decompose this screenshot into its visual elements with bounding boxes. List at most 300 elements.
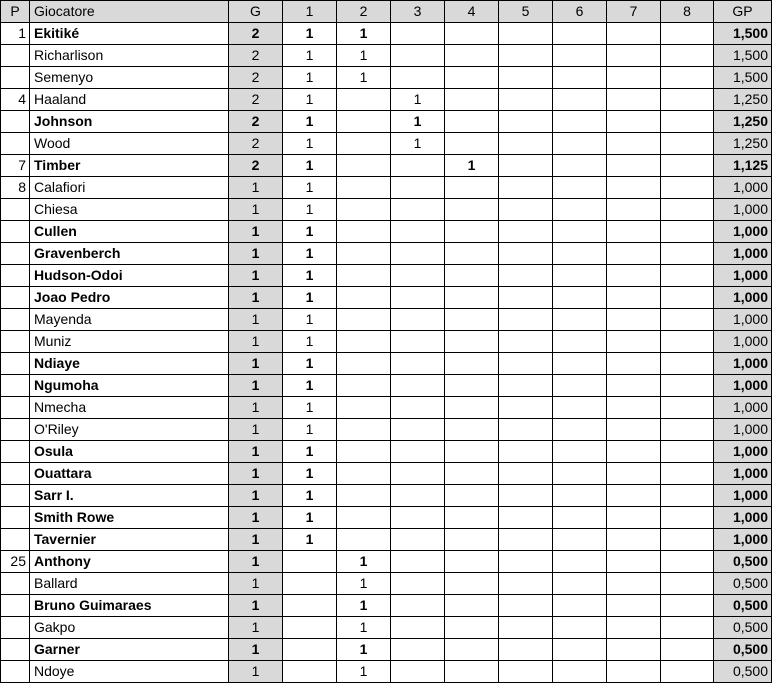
position-cell — [1, 353, 30, 375]
player-name-cell: Semenyo — [30, 67, 229, 89]
gp-cell: 1,500 — [714, 23, 772, 45]
round-cell-2 — [337, 463, 391, 485]
round-cell-5 — [499, 661, 553, 683]
round-cell-7 — [607, 463, 661, 485]
round-cell-1: 1 — [283, 419, 337, 441]
round-cell-4 — [445, 243, 499, 265]
gp-cell: 1,000 — [714, 397, 772, 419]
position-cell — [1, 485, 30, 507]
round-cell-6 — [553, 155, 607, 177]
games-cell: 2 — [229, 67, 283, 89]
round-cell-4 — [445, 441, 499, 463]
position-cell — [1, 397, 30, 419]
round-cell-3 — [391, 397, 445, 419]
round-cell-2 — [337, 375, 391, 397]
round-cell-6 — [553, 419, 607, 441]
games-cell: 1 — [229, 397, 283, 419]
round-cell-7 — [607, 551, 661, 573]
table-row — [1, 155, 772, 177]
games-cell: 1 — [229, 551, 283, 573]
round-cell-4 — [445, 177, 499, 199]
table-row — [1, 639, 772, 661]
gp-cell: 1,125 — [714, 155, 772, 177]
round-cell-3 — [391, 551, 445, 573]
round-cell-7 — [607, 353, 661, 375]
position-cell — [1, 507, 30, 529]
position-cell — [1, 309, 30, 331]
games-cell: 1 — [229, 529, 283, 551]
round-cell-7 — [607, 265, 661, 287]
player-name-cell: Muniz — [30, 331, 229, 353]
round-cell-2 — [337, 441, 391, 463]
round-cell-5 — [499, 155, 553, 177]
round-cell-5 — [499, 331, 553, 353]
round-cell-4 — [445, 23, 499, 45]
round-cell-6 — [553, 67, 607, 89]
round-cell-4 — [445, 221, 499, 243]
round-cell-5 — [499, 551, 553, 573]
round-cell-6 — [553, 529, 607, 551]
round-cell-7 — [607, 287, 661, 309]
round-cell-8 — [661, 199, 714, 221]
round-cell-6 — [553, 617, 607, 639]
round-cell-7 — [607, 221, 661, 243]
round-cell-5 — [499, 89, 553, 111]
round-cell-3 — [391, 199, 445, 221]
player-name-cell: Johnson — [30, 111, 229, 133]
round-cell-8 — [661, 89, 714, 111]
player-name-cell: Calafiori — [30, 177, 229, 199]
games-cell: 1 — [229, 353, 283, 375]
round-cell-8 — [661, 485, 714, 507]
games-cell: 1 — [229, 287, 283, 309]
round-cell-3 — [391, 595, 445, 617]
player-name-cell: Osula — [30, 441, 229, 463]
round-cell-2 — [337, 331, 391, 353]
position-cell — [1, 243, 30, 265]
round-cell-4 — [445, 199, 499, 221]
header-cell-col-4: 4 — [445, 1, 499, 23]
games-cell: 1 — [229, 199, 283, 221]
round-cell-2 — [337, 265, 391, 287]
games-cell: 1 — [229, 595, 283, 617]
round-cell-3 — [391, 221, 445, 243]
position-cell: 8 — [1, 177, 30, 199]
table-row — [1, 551, 772, 573]
table-row — [1, 309, 772, 331]
position-cell — [1, 265, 30, 287]
table-row — [1, 67, 772, 89]
round-cell-3 — [391, 529, 445, 551]
round-cell-5 — [499, 573, 553, 595]
round-cell-2: 1 — [337, 23, 391, 45]
round-cell-4 — [445, 463, 499, 485]
round-cell-7 — [607, 617, 661, 639]
player-name-cell: Gakpo — [30, 617, 229, 639]
header-cell-col-8: 8 — [661, 1, 714, 23]
round-cell-8 — [661, 309, 714, 331]
table-row — [1, 507, 772, 529]
round-cell-1: 1 — [283, 45, 337, 67]
round-cell-1: 1 — [283, 375, 337, 397]
round-cell-7 — [607, 661, 661, 683]
round-cell-7 — [607, 397, 661, 419]
player-name-cell: Garner — [30, 639, 229, 661]
player-name-cell: Ouattara — [30, 463, 229, 485]
round-cell-5 — [499, 529, 553, 551]
gp-cell: 1,000 — [714, 287, 772, 309]
player-name-cell: Nmecha — [30, 397, 229, 419]
games-cell: 2 — [229, 133, 283, 155]
games-cell: 2 — [229, 111, 283, 133]
position-cell: 4 — [1, 89, 30, 111]
round-cell-8 — [661, 397, 714, 419]
header-cell-gp: GP — [714, 1, 772, 23]
player-name-cell: Hudson-Odoi — [30, 265, 229, 287]
table-row — [1, 441, 772, 463]
position-cell — [1, 419, 30, 441]
round-cell-6 — [553, 463, 607, 485]
round-cell-2 — [337, 419, 391, 441]
round-cell-8 — [661, 221, 714, 243]
table-row — [1, 111, 772, 133]
round-cell-2 — [337, 221, 391, 243]
round-cell-4 — [445, 551, 499, 573]
round-cell-4 — [445, 639, 499, 661]
round-cell-3: 1 — [391, 133, 445, 155]
round-cell-1 — [283, 551, 337, 573]
round-cell-2 — [337, 133, 391, 155]
player-name-cell: Ndoye — [30, 661, 229, 683]
games-cell: 1 — [229, 419, 283, 441]
round-cell-4 — [445, 89, 499, 111]
position-cell — [1, 617, 30, 639]
round-cell-8 — [661, 573, 714, 595]
round-cell-6 — [553, 265, 607, 287]
round-cell-6 — [553, 485, 607, 507]
round-cell-7 — [607, 23, 661, 45]
position-cell: 25 — [1, 551, 30, 573]
gp-cell: 1,000 — [714, 375, 772, 397]
round-cell-6 — [553, 595, 607, 617]
round-cell-3 — [391, 375, 445, 397]
position-cell — [1, 199, 30, 221]
round-cell-6 — [553, 45, 607, 67]
round-cell-8 — [661, 265, 714, 287]
gp-cell: 1,000 — [714, 529, 772, 551]
round-cell-4 — [445, 331, 499, 353]
round-cell-6 — [553, 309, 607, 331]
round-cell-3 — [391, 419, 445, 441]
games-cell: 2 — [229, 155, 283, 177]
round-cell-4 — [445, 419, 499, 441]
position-cell — [1, 661, 30, 683]
gp-cell: 1,000 — [714, 353, 772, 375]
round-cell-4 — [445, 133, 499, 155]
header-cell-player: Giocatore — [30, 1, 229, 23]
player-name-cell: Timber — [30, 155, 229, 177]
round-cell-5 — [499, 353, 553, 375]
round-cell-2 — [337, 397, 391, 419]
header-cell-col-2: 2 — [337, 1, 391, 23]
round-cell-8 — [661, 287, 714, 309]
position-cell — [1, 331, 30, 353]
table-row — [1, 45, 772, 67]
round-cell-3 — [391, 177, 445, 199]
position-cell — [1, 221, 30, 243]
round-cell-3: 1 — [391, 89, 445, 111]
position-cell — [1, 463, 30, 485]
position-cell — [1, 375, 30, 397]
round-cell-8 — [661, 529, 714, 551]
round-cell-1: 1 — [283, 89, 337, 111]
games-cell: 1 — [229, 221, 283, 243]
table-row — [1, 375, 772, 397]
round-cell-8 — [661, 617, 714, 639]
games-cell: 2 — [229, 23, 283, 45]
round-cell-7 — [607, 199, 661, 221]
round-cell-1: 1 — [283, 23, 337, 45]
round-cell-7 — [607, 155, 661, 177]
round-cell-4 — [445, 573, 499, 595]
player-name-cell: Gravenberch — [30, 243, 229, 265]
round-cell-6 — [553, 111, 607, 133]
table-row — [1, 199, 772, 221]
games-cell: 1 — [229, 507, 283, 529]
round-cell-5 — [499, 287, 553, 309]
round-cell-2: 1 — [337, 45, 391, 67]
gp-cell: 1,000 — [714, 309, 772, 331]
round-cell-7 — [607, 507, 661, 529]
round-cell-5 — [499, 67, 553, 89]
games-cell: 1 — [229, 573, 283, 595]
round-cell-7 — [607, 133, 661, 155]
round-cell-5 — [499, 375, 553, 397]
player-name-cell: Bruno Guimaraes — [30, 595, 229, 617]
round-cell-7 — [607, 529, 661, 551]
round-cell-4 — [445, 67, 499, 89]
round-cell-4 — [445, 287, 499, 309]
round-cell-1: 1 — [283, 529, 337, 551]
round-cell-8 — [661, 441, 714, 463]
round-cell-8 — [661, 375, 714, 397]
round-cell-1: 1 — [283, 485, 337, 507]
round-cell-5 — [499, 595, 553, 617]
round-cell-1: 1 — [283, 353, 337, 375]
gp-cell: 0,500 — [714, 661, 772, 683]
gp-cell: 0,500 — [714, 573, 772, 595]
round-cell-4 — [445, 485, 499, 507]
round-cell-2 — [337, 177, 391, 199]
round-cell-1: 1 — [283, 67, 337, 89]
round-cell-3 — [391, 309, 445, 331]
gp-cell: 1,000 — [714, 441, 772, 463]
table-row — [1, 661, 772, 683]
round-cell-1: 1 — [283, 287, 337, 309]
round-cell-6 — [553, 89, 607, 111]
round-cell-7 — [607, 441, 661, 463]
round-cell-8 — [661, 595, 714, 617]
position-cell — [1, 529, 30, 551]
table-row — [1, 529, 772, 551]
round-cell-8 — [661, 155, 714, 177]
round-cell-2: 1 — [337, 617, 391, 639]
round-cell-4 — [445, 45, 499, 67]
round-cell-5 — [499, 617, 553, 639]
position-cell — [1, 287, 30, 309]
gp-cell: 1,000 — [714, 485, 772, 507]
round-cell-5 — [499, 199, 553, 221]
games-cell: 2 — [229, 89, 283, 111]
round-cell-4 — [445, 595, 499, 617]
round-cell-6 — [553, 551, 607, 573]
position-cell — [1, 67, 30, 89]
round-cell-3 — [391, 507, 445, 529]
round-cell-3 — [391, 243, 445, 265]
round-cell-3 — [391, 441, 445, 463]
round-cell-5 — [499, 397, 553, 419]
position-cell — [1, 45, 30, 67]
round-cell-3 — [391, 485, 445, 507]
round-cell-8 — [661, 353, 714, 375]
table-row — [1, 23, 772, 45]
games-cell: 1 — [229, 661, 283, 683]
round-cell-3 — [391, 463, 445, 485]
table-row — [1, 331, 772, 353]
table-row — [1, 221, 772, 243]
round-cell-1: 1 — [283, 463, 337, 485]
round-cell-7 — [607, 89, 661, 111]
gp-cell: 0,500 — [714, 551, 772, 573]
round-cell-5 — [499, 639, 553, 661]
round-cell-6 — [553, 133, 607, 155]
round-cell-6 — [553, 23, 607, 45]
table-row — [1, 595, 772, 617]
table-row — [1, 617, 772, 639]
games-cell: 1 — [229, 177, 283, 199]
games-cell: 1 — [229, 265, 283, 287]
round-cell-6 — [553, 375, 607, 397]
table-row — [1, 265, 772, 287]
round-cell-1: 1 — [283, 221, 337, 243]
table-row — [1, 485, 772, 507]
round-cell-1 — [283, 661, 337, 683]
round-cell-7 — [607, 243, 661, 265]
round-cell-3 — [391, 67, 445, 89]
round-cell-6 — [553, 177, 607, 199]
round-cell-3 — [391, 331, 445, 353]
player-name-cell: Richarlison — [30, 45, 229, 67]
round-cell-6 — [553, 199, 607, 221]
round-cell-3 — [391, 573, 445, 595]
round-cell-7 — [607, 309, 661, 331]
games-cell: 1 — [229, 309, 283, 331]
games-cell: 1 — [229, 375, 283, 397]
round-cell-8 — [661, 45, 714, 67]
round-cell-8 — [661, 23, 714, 45]
round-cell-5 — [499, 45, 553, 67]
round-cell-3 — [391, 155, 445, 177]
round-cell-7 — [607, 419, 661, 441]
round-cell-5 — [499, 221, 553, 243]
gp-cell: 1,000 — [714, 463, 772, 485]
player-name-cell: Smith Rowe — [30, 507, 229, 529]
round-cell-2: 1 — [337, 595, 391, 617]
round-cell-2: 1 — [337, 661, 391, 683]
round-cell-1: 1 — [283, 243, 337, 265]
player-name-cell: Anthony — [30, 551, 229, 573]
round-cell-2: 1 — [337, 573, 391, 595]
gp-cell: 1,250 — [714, 89, 772, 111]
round-cell-3 — [391, 353, 445, 375]
round-cell-1: 1 — [283, 309, 337, 331]
round-cell-3 — [391, 639, 445, 661]
player-name-cell: O'Riley — [30, 419, 229, 441]
round-cell-1: 1 — [283, 133, 337, 155]
round-cell-1 — [283, 573, 337, 595]
round-cell-8 — [661, 639, 714, 661]
round-cell-1: 1 — [283, 331, 337, 353]
round-cell-3 — [391, 23, 445, 45]
position-cell: 1 — [1, 23, 30, 45]
gp-cell: 1,500 — [714, 67, 772, 89]
games-cell: 1 — [229, 463, 283, 485]
round-cell-5 — [499, 463, 553, 485]
position-cell — [1, 111, 30, 133]
round-cell-2 — [337, 507, 391, 529]
round-cell-2 — [337, 309, 391, 331]
round-cell-4: 1 — [445, 155, 499, 177]
round-cell-1: 1 — [283, 265, 337, 287]
table-row — [1, 243, 772, 265]
position-cell — [1, 133, 30, 155]
round-cell-6 — [553, 353, 607, 375]
player-name-cell: Mayenda — [30, 309, 229, 331]
player-name-cell: Haaland — [30, 89, 229, 111]
table-row — [1, 133, 772, 155]
round-cell-6 — [553, 287, 607, 309]
round-cell-6 — [553, 243, 607, 265]
round-cell-2 — [337, 111, 391, 133]
round-cell-8 — [661, 463, 714, 485]
round-cell-2 — [337, 155, 391, 177]
round-cell-6 — [553, 397, 607, 419]
round-cell-4 — [445, 507, 499, 529]
round-cell-1: 1 — [283, 111, 337, 133]
gp-cell: 1,000 — [714, 331, 772, 353]
header-cell-col-6: 6 — [553, 1, 607, 23]
round-cell-6 — [553, 221, 607, 243]
round-cell-6 — [553, 507, 607, 529]
round-cell-1 — [283, 617, 337, 639]
round-cell-2 — [337, 199, 391, 221]
round-cell-5 — [499, 243, 553, 265]
header-cell-col-3: 3 — [391, 1, 445, 23]
player-name-cell: Ndiaye — [30, 353, 229, 375]
round-cell-3: 1 — [391, 111, 445, 133]
gp-cell: 1,000 — [714, 265, 772, 287]
round-cell-3 — [391, 661, 445, 683]
gp-cell: 1,000 — [714, 419, 772, 441]
table-row — [1, 353, 772, 375]
gp-cell: 1,250 — [714, 133, 772, 155]
round-cell-3 — [391, 617, 445, 639]
round-cell-1: 1 — [283, 199, 337, 221]
gp-cell: 0,500 — [714, 595, 772, 617]
position-cell — [1, 595, 30, 617]
round-cell-8 — [661, 67, 714, 89]
round-cell-4 — [445, 397, 499, 419]
